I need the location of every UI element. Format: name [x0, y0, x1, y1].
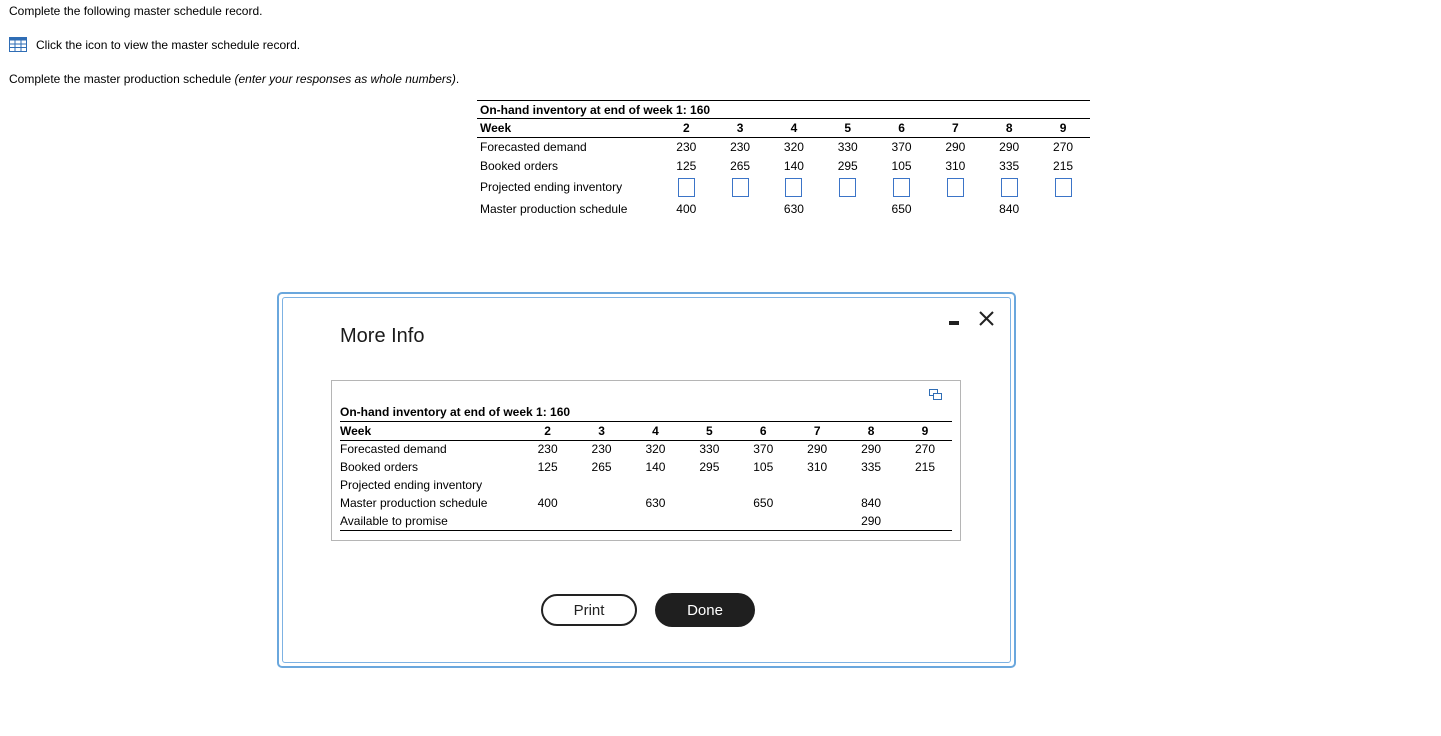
- inventory-answer-input[interactable]: [1001, 178, 1018, 197]
- grid-table-icon[interactable]: [9, 37, 27, 52]
- week-label: Week: [340, 421, 521, 440]
- table-cell: 650: [891, 201, 912, 216]
- table-cell: 840: [861, 496, 882, 510]
- table-cell: 230: [537, 442, 558, 457]
- inventory-answer-input[interactable]: [893, 178, 910, 197]
- week-header: 7: [790, 421, 844, 440]
- table-cell: 335: [861, 460, 882, 474]
- table-cell: [682, 476, 736, 494]
- inventory-answer-input[interactable]: [678, 178, 695, 197]
- week-header-row: [340, 421, 952, 440]
- table-cell: [575, 494, 629, 512]
- inventory-answer-input[interactable]: [839, 178, 856, 197]
- row-label: Projected ending inventory: [340, 478, 483, 492]
- table-cell: 370: [753, 442, 774, 457]
- row-label: Master production schedule: [340, 496, 488, 510]
- table-cell: 295: [837, 159, 858, 173]
- week-label: Week: [477, 119, 659, 138]
- table-cell: 265: [591, 460, 612, 474]
- table-cell: 330: [699, 442, 720, 457]
- week-header: 3: [575, 421, 629, 440]
- table-cell: 630: [645, 496, 666, 510]
- week-header: 5: [682, 421, 736, 440]
- inventory-answer-input[interactable]: [785, 178, 802, 197]
- table-row-atp: [340, 512, 952, 530]
- close-icon[interactable]: [977, 309, 997, 329]
- table-cell: [844, 476, 898, 494]
- week-header: 4: [629, 421, 683, 440]
- inventory-answer-input[interactable]: [732, 178, 749, 197]
- copy-icon[interactable]: [929, 388, 943, 400]
- week-header: 9: [898, 421, 952, 440]
- table-cell: 310: [807, 460, 828, 474]
- table-cell: [629, 512, 683, 530]
- table-row-booked: [340, 458, 952, 476]
- table-cell: 335: [999, 159, 1020, 173]
- row-label: Booked orders: [340, 460, 419, 474]
- table-row-inventory: [340, 476, 952, 494]
- table-cell: [682, 494, 736, 512]
- week-header: 5: [821, 119, 875, 138]
- table-row-mps: [340, 494, 952, 512]
- table-cell: [898, 476, 952, 494]
- table-cell: 290: [945, 140, 966, 155]
- table-cell: 105: [753, 460, 774, 474]
- week-header: 9: [1036, 119, 1090, 138]
- week-header: 6: [875, 119, 929, 138]
- table-cell: [790, 476, 844, 494]
- table-cell: 230: [730, 140, 751, 155]
- row-label: Forecasted demand: [340, 442, 447, 457]
- inventory-answer-input[interactable]: [1055, 178, 1072, 197]
- week-header: 8: [982, 119, 1036, 138]
- table-cell: [821, 199, 875, 219]
- table-cell: 215: [1053, 159, 1074, 173]
- week-header: 6: [736, 421, 790, 440]
- table-cell: [1036, 199, 1090, 219]
- table-cell: 125: [537, 460, 558, 474]
- table-cell: 330: [837, 140, 858, 155]
- table-cell: 320: [645, 442, 666, 457]
- row-label: Available to promise: [340, 512, 521, 530]
- info-table-panel: [331, 380, 961, 541]
- table-cell: 840: [999, 201, 1020, 216]
- table-cell: 290: [807, 442, 828, 457]
- instruction-subtext: Complete the master production schedule (enter your responses as whole numbers).: [9, 72, 460, 86]
- week-header: 3: [713, 119, 767, 138]
- table-cell: 265: [730, 159, 751, 173]
- table-cell: 370: [891, 140, 912, 155]
- table-cell: 230: [591, 442, 612, 457]
- table-cell: 320: [783, 140, 804, 155]
- dialog-title: More Info: [340, 325, 425, 347]
- table-cell: [736, 512, 790, 530]
- table-cell: [629, 476, 683, 494]
- row-label: Forecasted demand: [480, 140, 587, 155]
- table-cell: [521, 476, 575, 494]
- week-header-row: [477, 119, 1090, 138]
- table-cell: 630: [783, 201, 804, 216]
- table-cell: 140: [645, 460, 666, 474]
- week-header: 4: [767, 119, 821, 138]
- table-cell: 290: [861, 442, 882, 457]
- row-label: Booked orders: [480, 159, 559, 173]
- table-row-inventory: [477, 176, 1090, 199]
- week-header: 2: [521, 421, 575, 440]
- inventory-answer-input[interactable]: [947, 178, 964, 197]
- row-label: Master production schedule: [480, 201, 628, 216]
- table-cell: 270: [1053, 140, 1074, 155]
- table-cell: [736, 476, 790, 494]
- table-cell: [928, 199, 982, 219]
- table-row-booked: [477, 157, 1090, 176]
- print-button[interactable]: Print: [541, 594, 637, 626]
- view-record-link[interactable]: [9, 37, 300, 52]
- table-cell: 105: [891, 159, 912, 173]
- table-caption: On-hand inventory at end of week 1: 160: [477, 101, 1090, 119]
- table-cell: 310: [945, 159, 966, 173]
- table-cell: [682, 512, 736, 530]
- week-header: 7: [928, 119, 982, 138]
- week-header: 2: [659, 119, 713, 138]
- table-cell: 650: [753, 496, 774, 510]
- table-cell: 270: [915, 442, 936, 457]
- table-cell: [521, 512, 575, 530]
- table-cell: 140: [783, 159, 804, 173]
- table-cell: 290: [844, 512, 898, 530]
- table-cell: 400: [676, 201, 697, 216]
- table-cell: 230: [676, 140, 697, 155]
- table-cell: 125: [676, 159, 697, 173]
- minimize-icon[interactable]: [947, 312, 963, 328]
- master-schedule-table: [477, 100, 1090, 219]
- table-cell: [898, 512, 952, 530]
- table-caption: On-hand inventory at end of week 1: 160: [340, 405, 571, 420]
- table-cell: 290: [999, 140, 1020, 155]
- hint-text: (enter your responses as whole numbers): [234, 72, 456, 86]
- table-cell: [898, 494, 952, 512]
- more-info-dialog: [277, 292, 1016, 668]
- table-row-forecast: [477, 138, 1090, 157]
- table-cell: [790, 494, 844, 512]
- table-cell: [575, 512, 629, 530]
- table-row-mps: [477, 199, 1090, 219]
- table-cell: [790, 512, 844, 530]
- table-cell: 295: [699, 460, 720, 474]
- table-cell: [575, 476, 629, 494]
- view-record-label[interactable]: Click the icon to view the master schedule record.: [36, 37, 301, 52]
- instruction-text: Complete the following master schedule record.: [9, 4, 263, 18]
- table-cell: [713, 199, 767, 219]
- done-button[interactable]: Done: [655, 593, 755, 627]
- table-cell: 215: [915, 460, 936, 474]
- table-cell: 400: [537, 496, 558, 510]
- info-schedule-table: [340, 404, 952, 531]
- week-header: 8: [844, 421, 898, 440]
- table-row-forecast: [340, 440, 952, 458]
- row-label: Projected ending inventory: [480, 180, 623, 194]
